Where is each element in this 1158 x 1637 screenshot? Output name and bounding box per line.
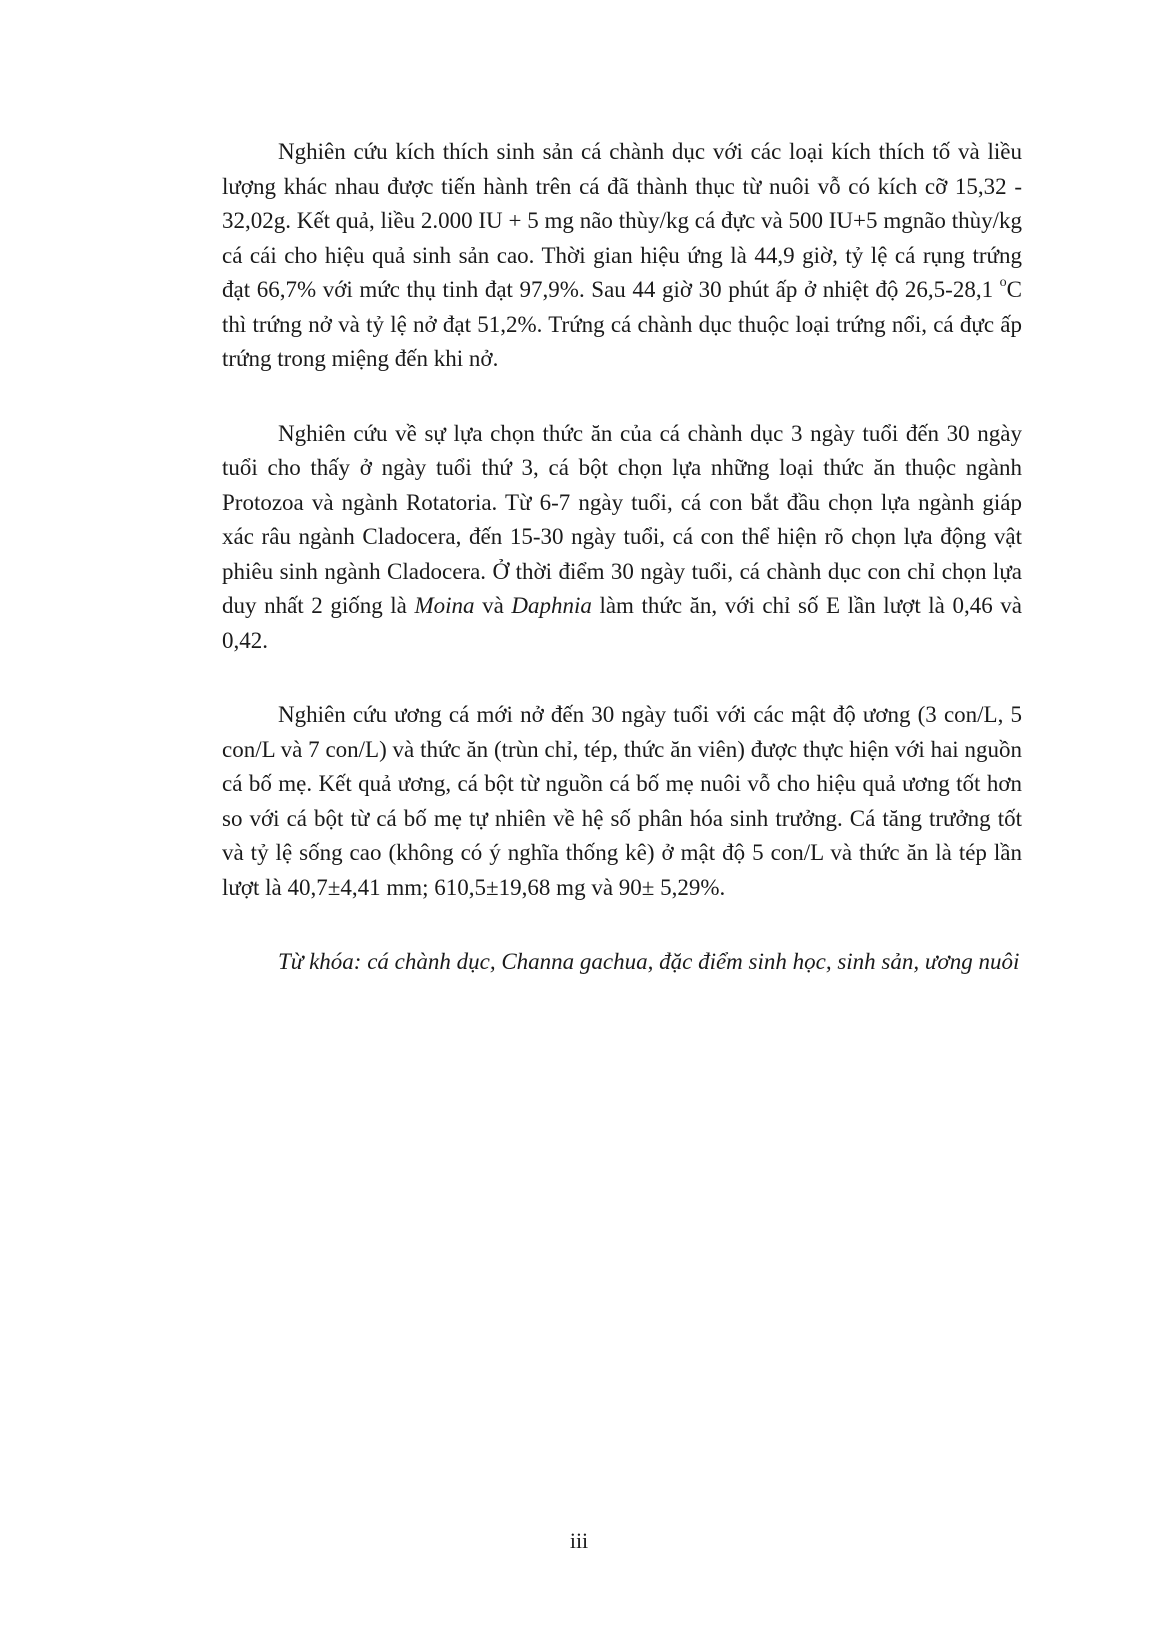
keywords: Từ khóa: cá chành dục, Channa gachua, đặc điểm sinh học, sinh sản, ương nuôi xyxy=(278,949,1020,974)
paragraph-text: làm thức ăn, với chỉ số E lần lượt là 0,46 và 0,42. xyxy=(222,593,1022,653)
paragraph-feeding xyxy=(222,417,1022,659)
paragraph-nursing xyxy=(222,698,1022,905)
paragraph-text: Nghiên cứu ương cá mới nở đến 30 ngày tuổi với các mật độ ương (3 con/L, 5 con/L và 7 con/L) và thức ăn (trùn chỉ, tép, thức ăn viên) được thực hiện với hai nguồn cá bố mẹ. Kết quả ương, cá bột từ nguồn cá bố mẹ nuôi vỗ cho hiệu quả ương tốt hơn so với cá bột từ cá bố mẹ tự nhiên về hệ số phân hóa sinh trưởng. Cá tăng trưởng tốt và tỷ lệ sống cao (không có ý nghĩa thống kê) ở mật độ 5 con/L và thức ăn là tép lần lượt là 40,7±4,41 mm; 610,5±19,68 mg và 90± 5,29%. xyxy=(222,702,1022,900)
abstract-body xyxy=(222,135,1022,980)
paragraph-reproduction xyxy=(222,135,1022,377)
paragraph-text: và xyxy=(474,593,512,618)
degree-superscript: o xyxy=(999,275,1007,291)
page-number: iii xyxy=(569,1528,589,1553)
genus-moina: Moina xyxy=(414,593,475,618)
paragraph-text: Nghiên cứu về sự lựa chọn thức ăn của cá chành dục 3 ngày tuổi đến 30 ngày tuổi cho thấy ở ngày tuổi thứ 3, cá bột chọn lựa những loại thức ăn thuộc ngành Protozoa và ngành Rotatoria. Từ 6-7 ngày tuổi, cá con bắt đầu chọn lựa ngành giáp xác râu ngành Cladocera, đến 15-30 ngày tuổi, cá con thể hiện rõ chọn lựa động vật phiêu sinh ngành Cladocera. Ở thời điểm 30 ngày tuổi, cá chành dục con chỉ chọn lựa duy nhất 2 giống là xyxy=(222,420,1022,618)
genus-daphnia: Daphnia xyxy=(511,593,592,618)
paragraph-text: Nghiên cứu kích thích sinh sản cá chành dục với các loại kích thích tố và liều lượng khác nhau được tiến hành trên cá đã thành thục từ nuôi vỗ có kích cỡ 15,32 - 32,02g. Kết quả, liều 2.000 IU + 5 mg não thùy/kg cá đực và 500 IU+5 mgnão thùy/kg cá cái cho hiệu quả sinh sản cao. Thời gian hiệu ứng là 44,9 giờ, tỷ lệ cá rụng trứng đạt 66,7% với mức thụ tinh đạt 97,9%. Sau 44 giờ 30 phút ấp ở nhiệt độ 26,5-28,1 xyxy=(222,139,1022,302)
paragraph-text: C thì trứng nở và tỷ lệ nở đạt 51,2%. Trứng cá chành dục thuộc loại trứng nổi, cá đực ấp trứng trong miệng đến khi nở. xyxy=(222,277,1022,371)
